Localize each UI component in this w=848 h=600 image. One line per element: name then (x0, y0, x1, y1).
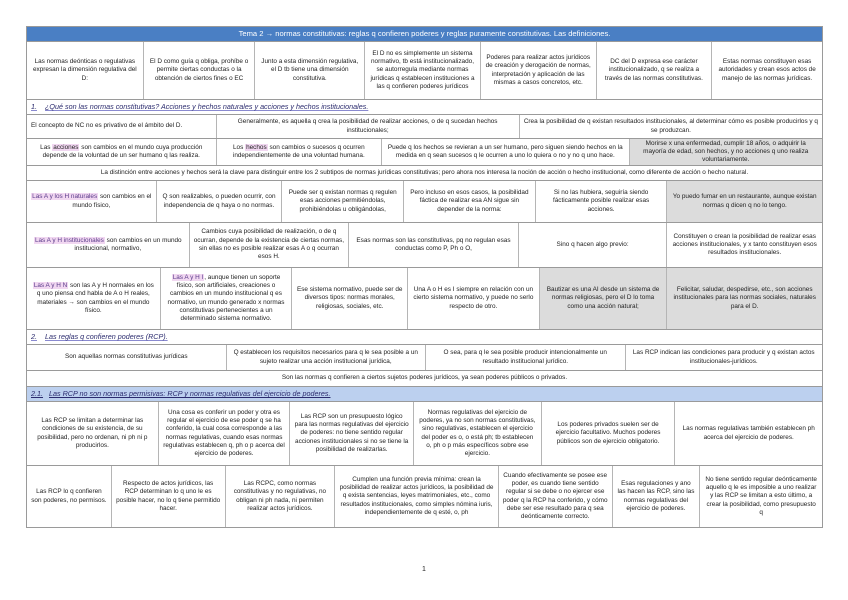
document-page (26, 26, 823, 528)
naturales-cell: Si no las hubiera, seguiría siendo fácticamente posible realizar esas acciones. (536, 181, 668, 222)
poderes-cell: Esas regulaciones y ano las hacen las RCP, sino las normas regulativas del ejercicio de poderes. (613, 466, 701, 527)
rcp-note-row (26, 371, 823, 387)
text: son las A y H normales en los q uno piensa cnd habla de A o H reales, materiales → son cambios en el mundo físico. (36, 281, 154, 314)
rcp-cell: O sea, para q le sea posible producir intencionalmente un resultado institucional jurídico. (426, 345, 626, 370)
poderes-cell: Cuando efectivamente se posee ese poder, es cuando tiene sentido regular si se debe o no ejercer ese poder q la RCP ha conferido, y cómo debe ser ese resultado para q sea deónticamente correcto. (499, 466, 613, 527)
ayhn-cell: Una A o H es I siempre en relación con un cierto sistema normativo, y puede no serlo respecto de otro. (408, 268, 540, 329)
naturales-row (26, 181, 823, 223)
institucionales-cell: Sino q hacen algo previo: (519, 223, 668, 267)
text: son cambios en el mundo cuya producción depende de la voluntad de un ser humano q las realiza. (42, 143, 203, 159)
intro-cell: El D como guía q obliga, prohíbe o permite ciertas conductas o la obtención de ciertos fines o EC (144, 42, 256, 99)
text: Los (232, 143, 246, 151)
page-title: Tema 2 → normas constitutivas: reglas q confieren poderes y reglas puramente constitutivas. Las definiciones. (238, 29, 611, 39)
distinction-text: La distinción entre acciones y hechos será la clave para distinguir entre los 2 subtipos de normas jurídicas constitutivas; pero ahora nos interesa la noción de acción o hecho institucional, como diferente de acción o hecho natural. (100, 168, 749, 176)
intro-cell: Estas normas constituyen esas autoridades y crean esos actos de manejo de las normas jurídicas. (718, 58, 816, 82)
poderes-cell: Las RCP lo q confieren son poderes, no permisos. (27, 466, 112, 527)
permisivas-cell: Los poderes privados suelen ser de ejercicio facultativo. Muchos poderes públicos son de ejercicio obligatorio. (542, 402, 676, 465)
institucionales-cell: Cambios cuya posibilidad de realización, o de q ocurran, depende de la existencia de ciertas normas, sin ellas no es posible realizar esas A o q ocurran esos H. (190, 223, 350, 267)
permisivas-row (26, 402, 823, 466)
intro-cell: DC del D expresa ese carácter institucionalizado, q se realiza a través de las normas constitutivas. (597, 42, 713, 99)
naturales-cell: Puede ser q existan normas q regulen esas acciones permitiéndolas, prohibiéndolas u obligándolas, (282, 181, 404, 222)
permisivas-cell: Las RCP se limitan a determinar las condiciones de su existencia, de su posibilidad, pero no ordenan, ni ph ni p producirlos. (27, 402, 159, 465)
section-2-header (26, 330, 823, 345)
naturales-example-cell: Yo puedo fumar en un restaurante, aunque existan normas q dicen q no lo tengo. (667, 181, 822, 222)
institucionales-cell (27, 223, 190, 267)
nc-row (26, 115, 823, 139)
acciones-cell (27, 139, 217, 165)
section-title: Las RCP no son normas permisivas: RCP y normas regulativas del ejercicio de poderes. (49, 389, 331, 399)
acciones-hechos-row (26, 139, 823, 166)
ayhn-cell: Ese sistema normativo, puede ser de diversos tipos: normas morales, religiosas, sociales, etc. (292, 268, 408, 329)
ayhn-example-cell: Felicitar, saludar, despedirse, etc., son acciones institucionales para las normas sociales, naturales para el D. (667, 268, 822, 329)
poderes-cell: Respecto de actos jurídicos, las RCP determinan lo q uno le es posible hacer, no lo q tiene permitido hacer. (112, 466, 226, 527)
nc-cell: Crea la posibilidad de q existan resultados institucionales, al determinar cómo es posible producirlos y q se produzcan. (523, 118, 818, 134)
naturales-cell (27, 181, 157, 222)
section-number: 2. (31, 332, 37, 342)
page-number: 1 (422, 566, 426, 573)
section-number: 1. (31, 102, 37, 112)
text: Las (40, 143, 53, 151)
poderes-cell: Las RCPC, como normas constitutivas y no regulativas, no obligan ni ph nada, ni permiten realizar actos jurídicos. (226, 466, 336, 527)
distinction-row (26, 166, 823, 181)
rcp-row (26, 345, 823, 371)
highlight: hechos (246, 143, 267, 151)
poderes-cell: Cumplen una función previa mínima: crean la posibilidad de realizar actos jurídicos, la posibilidad de q exista sentencias, leyes matrimoniales, etc., como resultados institucionales, como simples nómina iuris, independientemente de q esté, o, ph (335, 466, 499, 527)
poderes-cell: No tiene sentido regular deónticamente aquello q le es imposible a uno realizar y las RCP se limitan a esto último, a crear la posibilidad, como presupuesto q (705, 475, 817, 516)
highlight: Las A y H institucionales (34, 236, 104, 244)
ayhn-cell (27, 268, 161, 329)
permisivas-cell: Las normas regulativas también establecen ph acerca del ejercicio de poderes. (682, 425, 815, 441)
highlight: Las A y los H naturales (32, 193, 98, 201)
ayhn-row (26, 268, 823, 330)
hechos-cell (217, 139, 383, 165)
highlight: acciones (53, 143, 79, 151)
text: , aunque tienen un soporte físico, son artificiales, creaciones o cambios en un mundo institucional q es normativo, un mundo generado x normas constitutivas pertenecientes a un determinado sistema normativo. (167, 273, 285, 323)
intro-row (26, 42, 823, 100)
institucionales-cell: Esas normas son las constitutivas, pq no regulan esas conductas como P, Ph o O, (349, 223, 519, 267)
hechos-example-cell: Morirse x una enfermedad, cumplir 18 años, o adquirir la mayoría de edad, son hechos, y no acciones q uno realiza voluntariamente. (630, 139, 823, 165)
rcp-cell: Q establecen los requisitos necesarios para q le sea posible a un sujeto realizar una acción institucional jurídica, (227, 345, 427, 370)
section-title: Las reglas q confieren poderes (RCP). (45, 332, 168, 342)
section-number: 2.1. (31, 389, 43, 399)
rcp-cell: Las RCP indican las condiciones para producir y q existan actos institucionales-jurídicos. (632, 349, 815, 365)
section-1-header (26, 100, 823, 115)
highlight: Las A y H I (172, 273, 204, 281)
intro-cell: Poderes para realizar actos jurídicos de creación y derogación de normas, interpretación y aplicación de las mismas a casos concretos, etc. (481, 42, 597, 99)
nc-cell: Generalmente, es aquella q crea la posibilidad de realizar acciones, o de q sucedan hechos institucionales; (217, 115, 520, 138)
rcp-cell: Son aquellas normas constitutivas jurídicas (27, 345, 227, 370)
institucionales-row (26, 223, 823, 268)
poderes-row (26, 466, 823, 528)
intro-cell: Junto a esta dimensión regulativa, el D tb tiene una dimensión constitutiva. (255, 42, 365, 99)
text: son cambios en un mundo institucional, normativo, (74, 236, 182, 252)
permisivas-cell: Las RCP son un presupuesto lógico para las normas regulativas del ejercicio de poderes: no tiene sentido regular acciones institucionales si no se tiene la posibilidad de realizarlas. (290, 402, 414, 465)
intro-cell: El D no es simplemente un sistema normativo, tb está institucionalizado, se autorregula mediante normas jurídicas q establecen instituciones a las q confieren poderes jurídicos (365, 42, 481, 99)
naturales-cell: Q son realizables, o pueden ocurrir, con independencia de q haya o no normas. (157, 181, 283, 222)
rcp-note: Son las normas q confieren a ciertos sujetos poderes jurídicos, ya sean poderes públicos o privados. (281, 374, 568, 382)
nc-cell: El concepto de NC no es privativo de el ámbito del D. (27, 115, 217, 138)
title-row (26, 26, 823, 42)
highlight: Las A y H N (33, 281, 68, 289)
section-title: ¿Qué son las normas constitutivas? Acciones y hechos naturales y acciones y hechos institucionales. (45, 102, 369, 112)
hechos-note-cell: Puede q los hechos se revieran a un ser humano, pero siguen siendo hechos en la medida en q sean sucesos q le ocurren a uno lo quiera o no y no q uno hace. (382, 139, 629, 165)
institucionales-cell: Constituyen o crean la posibilidad de realizar esas acciones institucionales, y x tanto constituyen esos resultados institucionales. (672, 232, 817, 257)
permisivas-cell: Normas regulativas del ejercicio de poderes, ya no son normas constitutivas, sino regulativas, establecen el ejercicio del poder es o, o está ph; tb establecen o, ph o p más específicos sobre ese ejercicio. (414, 402, 542, 465)
text: son cambios en el mundo físico, (72, 193, 152, 209)
ayhi-cell (161, 268, 293, 329)
permisivas-cell: Una cosa es conferir un poder y otra es regular el ejercicio de ese poder q se ha conferido, la cual cosa corresponde a las normas regulativas, cuando esas normas regulativas establecen q, ph o p acerca del ejercicio de poderes. (159, 402, 291, 465)
naturales-cell: Pero incluso en esos casos, la posibilidad fáctica de realizar esa AN sigue sin depender de la norma: (404, 181, 536, 222)
section-2-1-header (26, 387, 823, 402)
ayhn-example-cell: Bautizar es una AI desde un sistema de normas religiosas, pero el D lo toma como una acción natural; (540, 268, 668, 329)
intro-cell: Las normas deónticas o regulativas expresan la dimensión regulativa del D: (27, 42, 144, 99)
text: son cambios o sucesos q ocurren independientemente de una voluntad humana. (232, 143, 365, 159)
